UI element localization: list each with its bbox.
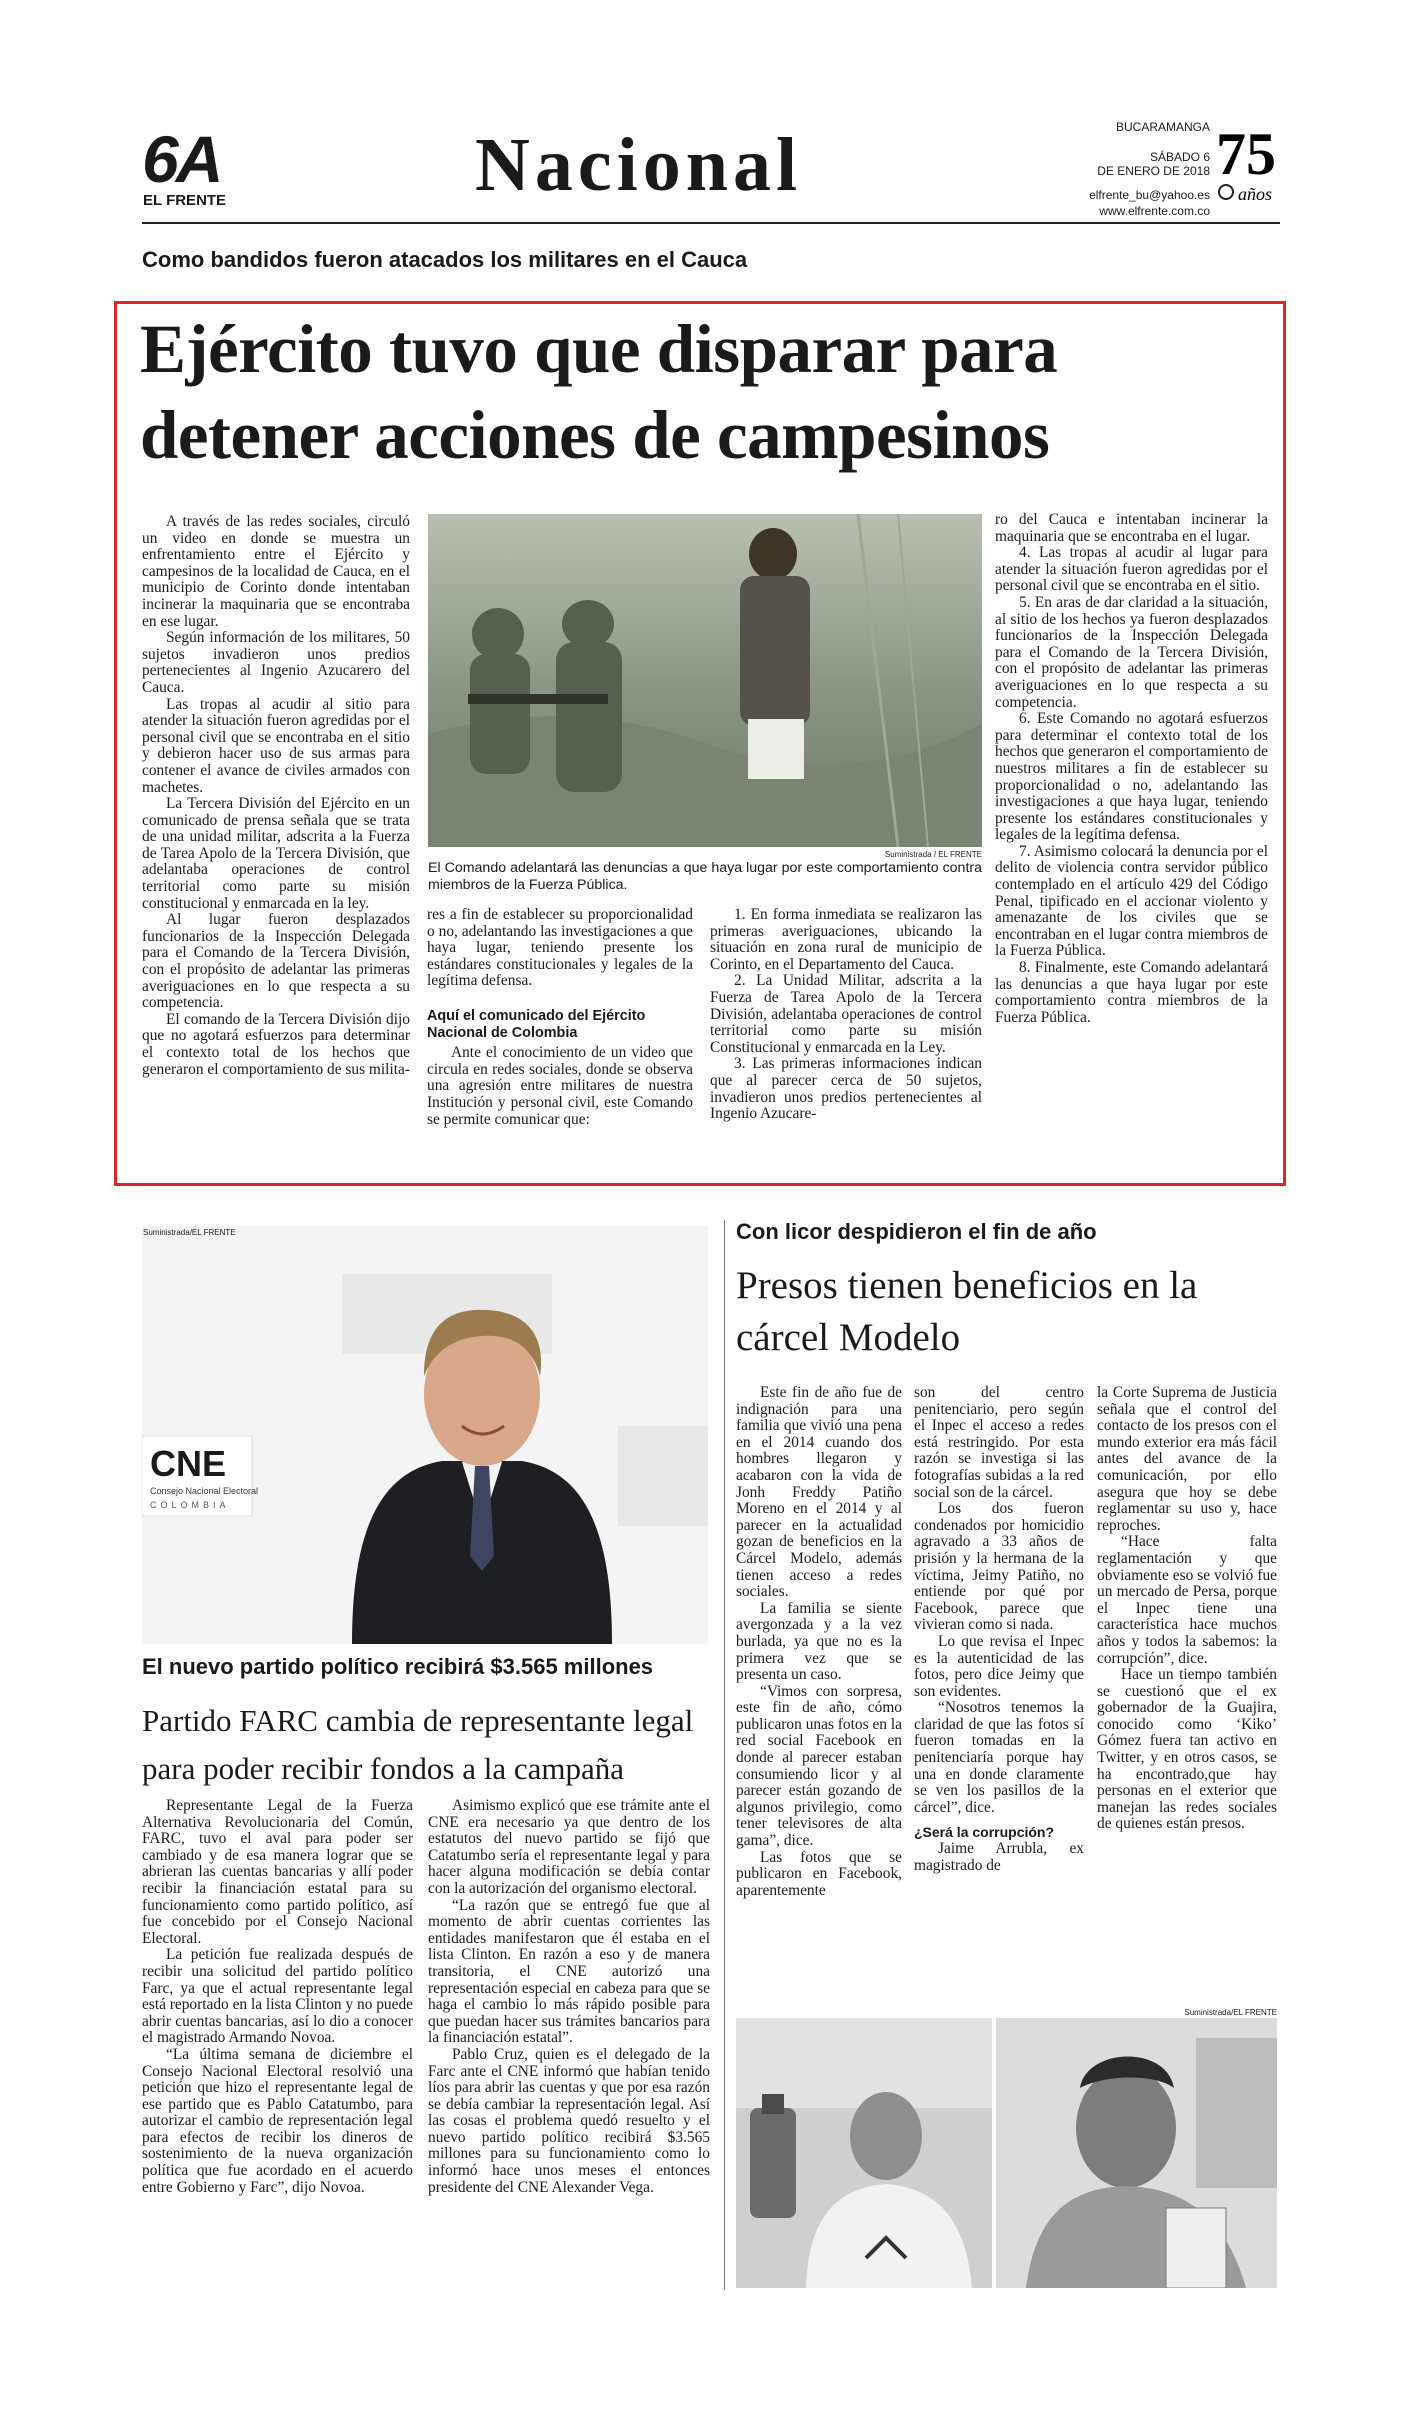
paper-name: EL FRENTE — [143, 192, 227, 209]
paragraph: “Nosotros tenemos la claridad de que las fotos sí fueron tomadas en la penitenciaría porque hay una en donde claramente se ven los pasillos de la cárcel”, dice. — [914, 1699, 1084, 1816]
photo-caption: El Comando adelantará las denuncias a que haya lugar por este comportamiento contra miembros de la Fuerza Pública. — [428, 860, 982, 893]
story2-column-1 — [142, 1798, 413, 2196]
website-link[interactable]: www.elfrente.com.co — [1099, 204, 1210, 218]
anniversary-number: 75 — [1216, 121, 1276, 187]
paragraph: A través de las redes sociales, circuló un video en donde se muestra un enfrentamiento entre el Ejército y campesinos de la localidad de Cauca, en el municipio de Corinto donde intentaban incinerar la maquinaria que se encontraba en ese lugar. — [142, 513, 410, 630]
section-title: Nacional — [475, 123, 803, 207]
paragraph: 4. Las tropas al acudir al lugar para atender la situación fueron agredidas por el personal civil que se encontraba en el sitio. — [995, 544, 1268, 595]
paragraph: Según información de los militares, 50 sujetos invadieron unos predios pertenecientes al Ingenio Azucarero del Cauca. — [142, 629, 410, 696]
paragraph: La Tercera División del Ejército en un comunicado de prensa señala que se trata de una unidad militar, adscrita a la Fuerza de Tarea Apolo de la Tercera División, que adelantaba operaciones de control territorial como parte su misión constitucional y enmarcada en la ley. — [142, 795, 410, 912]
story1-column-3 — [710, 907, 982, 1123]
paragraph: 7. Asimismo colocará la denuncia por el delito de violencia contra servidor público contemplado en el artículo 429 del Código Penal, tipificado en el accionar violento y amenazante de los civiles que se encontraban en el lugar contra miembros de la Fuerza Pública. — [995, 842, 1268, 960]
date-line-2: DE ENERO DE 2018 — [1097, 164, 1210, 178]
header-rule — [142, 222, 1280, 224]
paragraph: Lo que revisa el Inpec es la autenticidad de las fotos, pero dice Jeimy que son evidentes. — [914, 1632, 1084, 1700]
anniversary-word: años — [1238, 184, 1273, 204]
paragraph: 8. Finalmente, este Comando adelantará las denuncias a que haya lugar por este comportamiento contra miembros de la Fuerza Pública. — [995, 959, 1268, 1026]
photo-credit: Suministrada/EL FRENTE — [143, 1228, 236, 1237]
paragraph: Ante el conocimiento de un video que circula en redes sociales, donde se observa una agresión entre militares de nuestra Institución y personal civil, este Comando se permite comunicar que: — [427, 1044, 693, 1128]
inmate-photo-1[interactable] — [736, 2018, 992, 2288]
cne-sign-subtitle: Consejo Nacional Electoral — [150, 1486, 259, 1496]
anniversary-logo — [1212, 118, 1284, 214]
paragraph: Hace un tiempo también se cuestionó que el ex gobernador de la Guajira, conocido como ‘Kiko’ Gómez fuera tan activo en Twitter, y en otros casos, se ha encontrado,que hay personas en el exterior que manejan las redes sociales de quienes están presos. — [1097, 1666, 1277, 1833]
story3-headline[interactable]: Presos tienen beneficios en la cárcel Modelo — [736, 1264, 1198, 1359]
paragraph: 6. Este Comando no agotará esfuerzos para determinar el contexto total de los hechos que generaron el comportamiento de nuestros militares a fin de establecer su proporcionalidad o no, adelantando las investigaciones a que haya lugar, teniendo presente los estándares constitucionales y legales de la legítima defensa. — [995, 710, 1268, 844]
paragraph: Las tropas al acudir al sitio para atender la situación fueron agredidas por el personal civil que se encontraba en el sitio y debieron hacer uso de sus armas para contener el avance de civiles armados con machetes. — [142, 695, 410, 796]
story1-column-1 — [142, 514, 410, 1078]
paragraph: son del centro penitenciario, pero según el Inpec el acceso a redes está restringido. Por esta razón se investiga si las fotografías subidas a la red social son de la cárcel. — [914, 1384, 1084, 1501]
story3-column-1 — [736, 1385, 902, 1899]
cne-sign-country: COLOMBIA — [150, 1500, 230, 1510]
paragraph: Los dos fueron condenados por homicidio agravado a 33 años de prisión y la hermana de la víctima, Jeimy Patiño, no entiende por qué por Facebook, parece que vivieran como si nada. — [914, 1500, 1084, 1634]
story1-column-2 — [427, 907, 693, 1128]
inmate-photo-2[interactable] — [996, 2018, 1277, 2288]
story3-subheading: ¿Será la corrupción? — [914, 1824, 1055, 1841]
story3-column-2 — [914, 1385, 1084, 1874]
column-divider — [724, 1220, 725, 2290]
story2-kicker: El nuevo partido político recibirá $3.565 millones — [142, 1654, 654, 1679]
paragraph: ro del Cauca e intentaban incinerar la maquinaria que se encontraba en el lugar. — [995, 511, 1268, 545]
cne-sign: CNE — [150, 1443, 227, 1484]
paragraph: “La razón que se entregó fue que al momento de abrir cuentas corrientes las entidades manifestaron que él estaba en el lista Clinton. En razón a eso y de manera transitoria, el CNE autorizó una representación especial en cabeza para que se haga el cambio lo más rápido posible para que puedan hacer sus trámites bancarios para la financiación estatal”. — [428, 1896, 710, 2047]
story1-kicker: Como bandidos fueron atacados los militares en el Cauca — [142, 247, 748, 272]
paragraph: La familia se siente avergonzada y a la vez burlada, ya que no es la primera vez que se presenta un caso. — [736, 1599, 902, 1684]
paragraph: “Hace falta reglamentación y que obviamente eso se volvió fue un mercado de Persa, porque el Inpec tiene una característica hace muchos años y todos la sabemos: la corrupción”, dice. — [1097, 1533, 1277, 1667]
paragraph: “Vimos con sorpresa, este fin de año, cómo publicaron unas fotos en la red social Facebook en donde al parecer estaban consumiendo licor y al parecer están gozando de algunos privilegio, como tener televisores de alta gama”, dice. — [736, 1682, 902, 1850]
story2-column-2 — [428, 1798, 710, 2196]
paragraph: Asimismo explicó que ese trámite ante el CNE era necesario ya que dentro de los estatutos del nuevo partido se fijó que Catatumbo sería el representante legal y para hacer alguna modificación se debía contar con la autorización del organismo electoral. — [428, 1797, 710, 1897]
date-line-1: SÁBADO 6 — [1149, 150, 1210, 164]
paragraph: la Corte Suprema de Justicia señala que el control del contacto de los presos con el mundo exterior era más fácil antes del avance de la comunicación, por ello asegura que hoy se debe reglamentar su uso y, hace reproches. — [1097, 1384, 1277, 1534]
photo-credit: Suministrada/EL FRENTE — [1184, 2008, 1277, 2017]
paragraph: “La última semana de diciembre el Consejo Nacional Electoral resolvió una petición que hizo el representante legal de ese partido que es Pablo Catatumbo, para autorizar el cambio de representación legal para efectos de recibir los dineros de sostenimiento de la nueva organización política que fue acordado en el acuerdo entre Gobierno y Farc”, dijo Novoa. — [142, 2045, 413, 2196]
paragraph: Las fotos que se publicaron en Facebook, aparentemente — [736, 1848, 902, 1899]
paragraph: Este fin de año fue de indignación para una familia que vivió una pena en el 2014 cuando dos hombres llegaron y acabaron con la vida de Jonh Freddy Patiño Moreno en el 2014 y al parecer en la actualidad gozan de beneficios en la Cárcel Modelo, además tienen acceso a redes sociales. — [736, 1384, 902, 1601]
paragraph: Representante Legal de la Fuerza Alternativa Revolucionaria del Común, FARC, tuvo el aval para poder ser cambiado y de esa manera lograr que se abrieran las cuentas bancarias y allí poder recibir la financiación estatal para su funcionamiento como partido político, así fue concebido por el Consejo Nacional Electoral. — [142, 1797, 413, 1947]
story1-column-4 — [995, 512, 1268, 1026]
photo-credit: Suministrada / EL FRENTE — [884, 850, 982, 859]
story3-column-3 — [1097, 1385, 1277, 1833]
soldiers-photo[interactable] — [428, 514, 982, 847]
paragraph: La petición fue realizada después de recibir una solicitud del partido político Farc, ya que el actual representante legal está reportado en la lista Clinton y no puede abrir cuentas bancarias, así lo dio a conocer el magistrado Armando Novoa. — [142, 1946, 413, 2047]
date-label — [1070, 150, 1210, 178]
paragraph: El comando de la Tercera División dijo que no agotará esfuerzos para determinar el contexto total de los hechos que generaron el comportamiento de sus milita- — [142, 1010, 410, 1078]
story2-headline[interactable]: Partido FARC cambia de representante legal para poder recibir fondos a la campaña — [142, 1703, 694, 1786]
paragraph: 1. En forma inmediata se realizaron las primeras averiguaciones, ubicando la situación en zona rural de municipio de Corinto, en el Departamento del Cauca. — [710, 906, 982, 973]
paragraph: Al lugar fueron desplazados funcionarios de la Inspección Delegada para el Comando de la Tercera División, con el propósito de adelantar las primeras averiguaciones en lo que respecta a su competencia. — [142, 911, 410, 1012]
story1-headline[interactable]: Ejército tuvo que disparar para detener acciones de campesinos — [140, 311, 1058, 473]
page-number: 6A — [142, 122, 221, 196]
representative-photo[interactable] — [142, 1226, 708, 1644]
story1-subheading: Aquí el comunicado del Ejército Nacional de Colombia — [427, 1007, 646, 1041]
paragraph: Jaime Arrubla, ex magistrado de — [914, 1840, 1084, 1874]
email-link[interactable]: elfrente_bu@yahoo.es — [1089, 188, 1210, 202]
paragraph: 2. La Unidad Militar, adscrita a la Fuerza de Tarea Apolo de la Tercera División, adelantaba operaciones de control territorial como parte su misión Constitucional y enmarcada en la Ley. — [710, 972, 982, 1056]
city-label: BUCARAMANGA — [1115, 120, 1210, 134]
paragraph: res a fin de establecer su proporcionalidad o no, adelantando las investigaciones a que haya lugar, teniendo presente los estándares constitucionales y legales de la legítima defensa. — [427, 906, 693, 990]
paragraph: 3. Las primeras informaciones indican que al parecer cerca de 50 sujetos, invadieron unos predios pertenecientes al Ingenio Azucare- — [710, 1055, 982, 1123]
story3-kicker: Con licor despidieron el fin de año — [736, 1219, 1097, 1244]
paragraph: Pablo Cruz, quien es el delegado de la Farc ante el CNE informó que habían tenido líos para abrir las cuentas y que por esa razón se debía cambiar la representación legal. Así las cosas el problema quedó resuelto y el nuevo partido político recibirá $3.565 millones para su funcionamiento como lo informó hace unos meses el entonces presidente del CNE Alexander Vega. — [428, 2045, 710, 2196]
paragraph: 5. En aras de dar claridad a la situación, al sitio de los hechos ya fueron desplazados funcionarios de la Inspección Delegada para el Comando de la Tercera División, con el propósito de adelantar las primeras averiguaciones en lo que respecta a su competencia. — [995, 593, 1268, 711]
